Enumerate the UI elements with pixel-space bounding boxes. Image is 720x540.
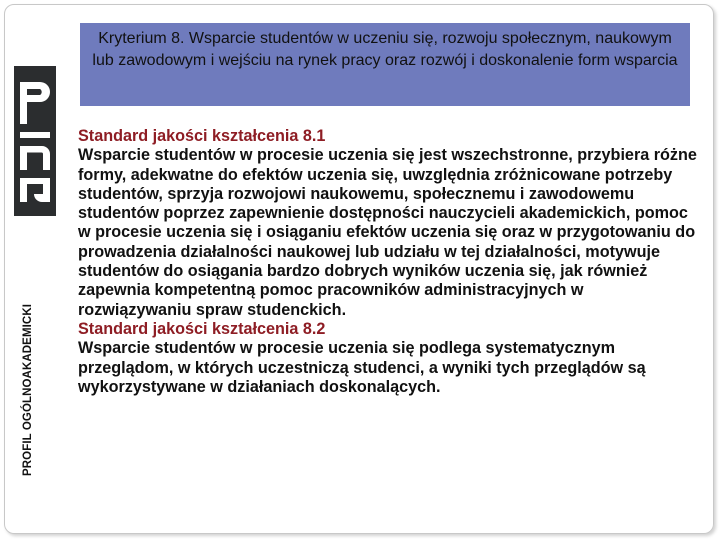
standard-heading-8-2: Standard jakości kształcenia 8.2 [78,319,326,338]
slide-title: Kryterium 8. Wsparcie studentów w uczeniu się, rozwoju społecznym, naukowym lub zawodowym i wejściu na rynek pracy oraz rozwój i doskonalenie form wsparcia [80,23,690,106]
slide-content [78,127,698,397]
profile-vertical-label: PROFIL OGÓLNOAKADEMICKI [22,303,34,476]
standard-heading-8-1: Standard jakości kształcenia 8.1 [78,127,326,145]
standard-body-8-2: Wsparcie studentów w procesie uczenia się podlega systematycznym przeglądom, w których uczestniczą studenci, a wyniki tych przeglądów są wykorzystywane w działaniach doskonalących. [78,339,646,396]
pka-logo-icon [14,66,56,216]
standard-body-8-1: Wsparcie studentów w procesie uczenia się jest wszechstronne, przybiera różne formy, adekwatne do efektów uczenia się, uwzględnia zróżnicowane potrzeby studentów, sprzyja rozwojowi naukowemu, społecznemu i zawodowemu studentów poprzez zapewnienie dostępności nauczycieli akademickich, pomoc w procesie uczenia się i osiąganiu efektów uczenia się oraz w przygotowaniu do prowadzenia działalności naukowej lub udziału w tej działalności, motywuje studentów do osiągania bardzo dobrych wyników uczenia się, jak również zapewnia kompetentną pomoc pracowników administracyjnych w rozwiązywaniu spraw studenckich. [78,146,697,319]
